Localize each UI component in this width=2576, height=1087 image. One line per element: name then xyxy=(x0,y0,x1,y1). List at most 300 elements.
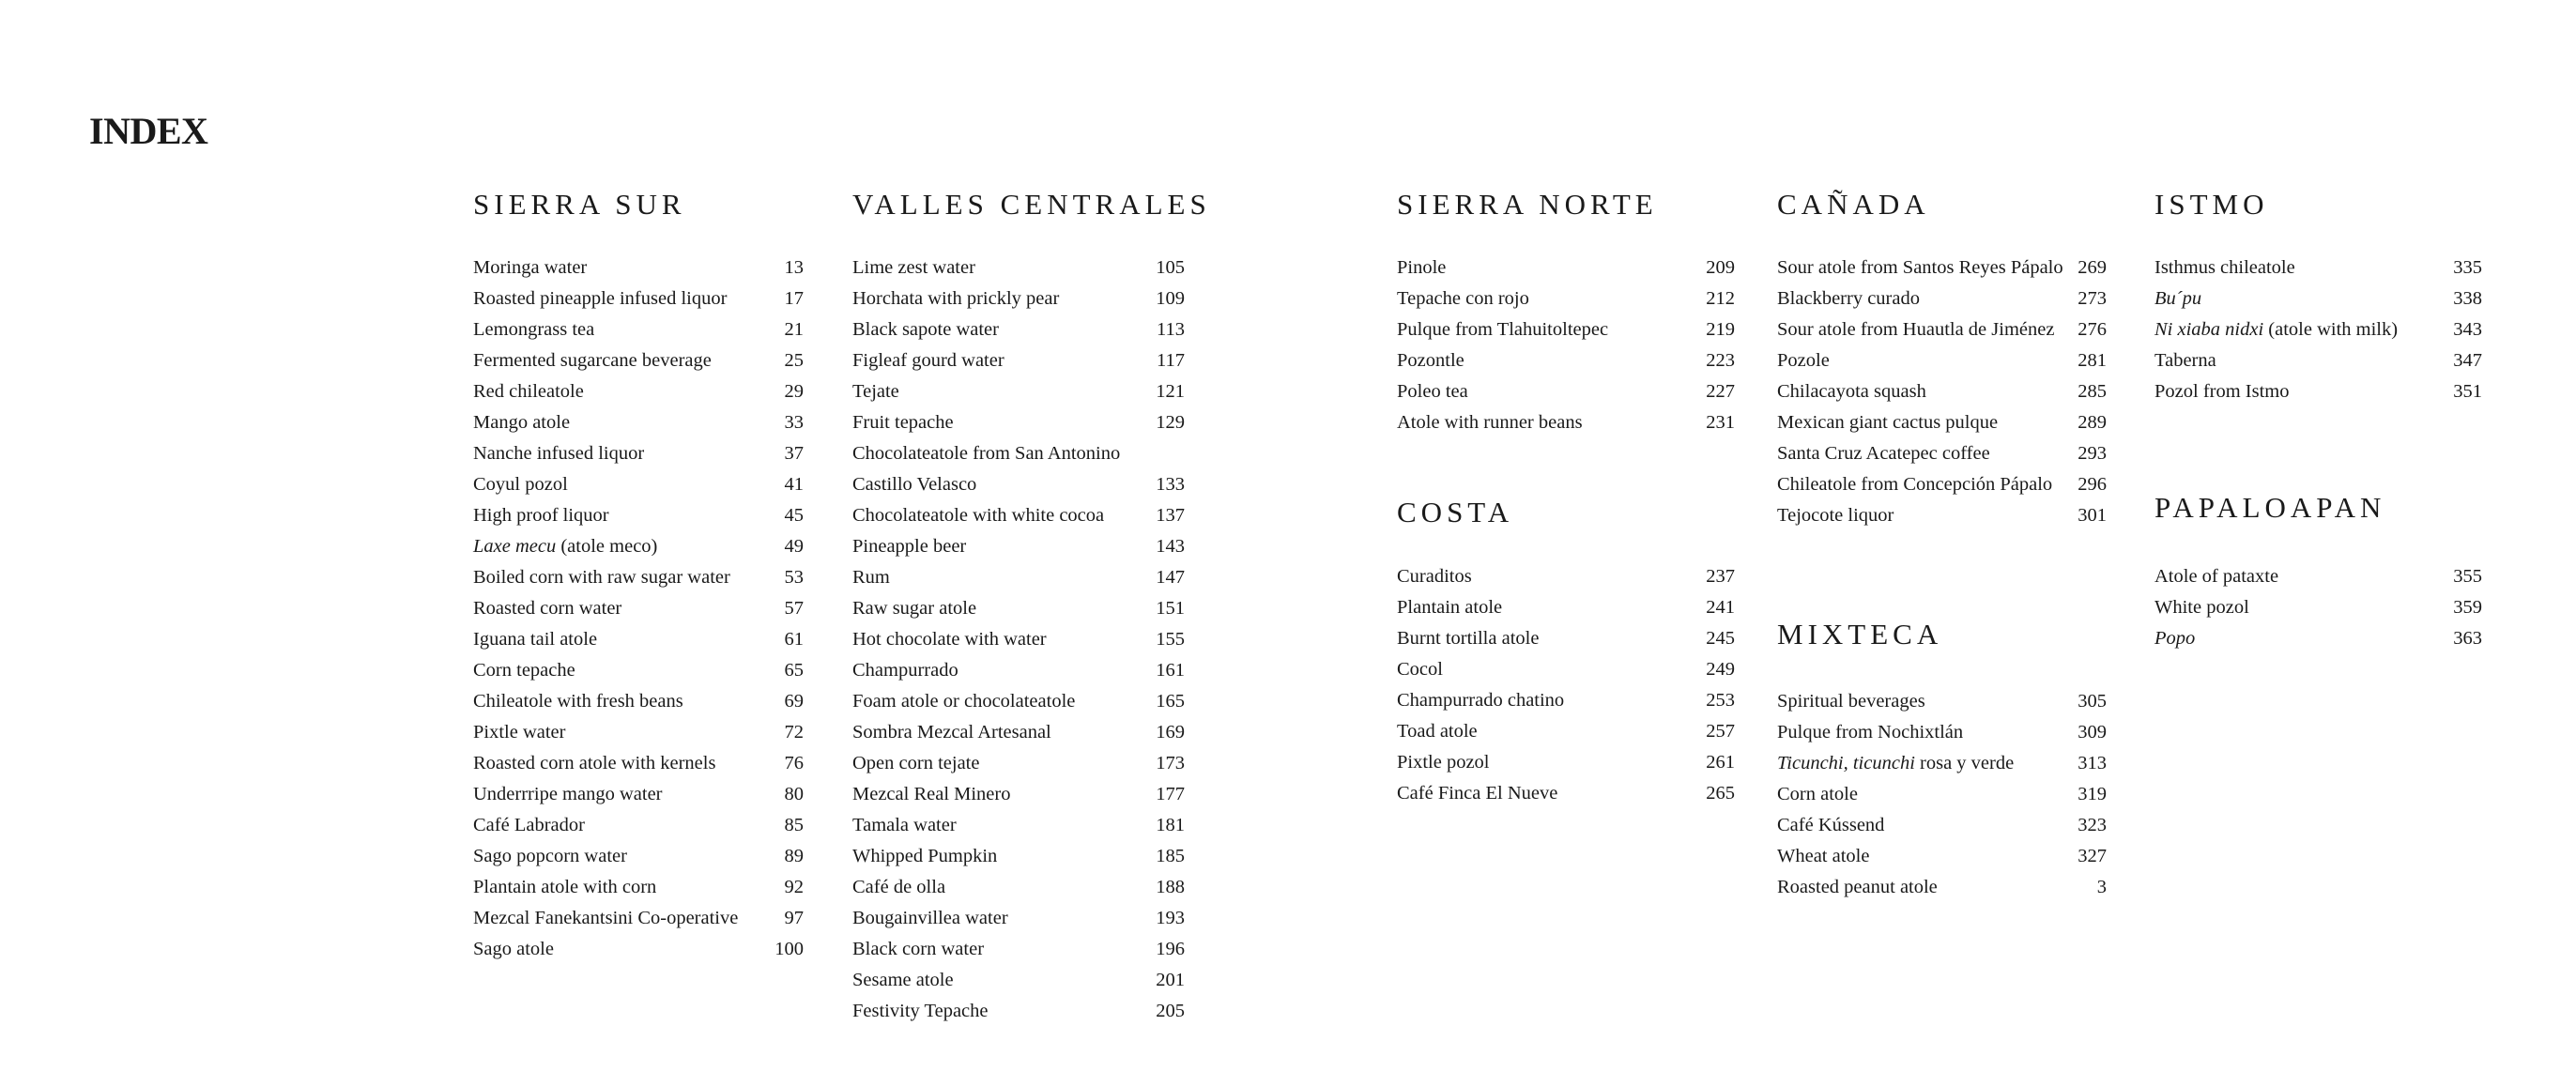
index-entry xyxy=(852,500,1185,531)
entry-page-number: 338 xyxy=(2453,288,2482,309)
entry-page-number: 57 xyxy=(784,598,804,619)
index-entry xyxy=(1777,500,2107,531)
entry-title xyxy=(852,934,984,965)
entry-title-text: Taberna xyxy=(2154,350,2216,371)
entry-title-text: Castillo Velasco xyxy=(852,474,977,495)
index-entry xyxy=(852,562,1185,593)
entry-title-italic: Bu´pu xyxy=(2154,288,2202,309)
index-entry xyxy=(473,779,804,810)
entry-title-text: Open corn tejate xyxy=(852,753,980,773)
entry-title-text: Hot chocolate with water xyxy=(852,629,1047,650)
index-entry xyxy=(473,655,804,686)
entry-title xyxy=(2154,283,2201,314)
entry-title xyxy=(1777,872,1938,903)
entry-list xyxy=(1777,686,2107,903)
entry-title xyxy=(852,624,1047,655)
entry-title-text: White pozol xyxy=(2154,597,2249,618)
entry-title-text: Chocolateatole with white cocoa xyxy=(852,505,1105,526)
entry-page-number: 133 xyxy=(1156,474,1185,495)
entry-title xyxy=(473,903,738,934)
entry-title-text: Sago atole xyxy=(473,939,554,959)
entry-page-number: 219 xyxy=(1706,319,1735,340)
entry-title-italic: Ni xiaba nidxi xyxy=(2154,319,2264,340)
entry-title-text: Santa Cruz Acatepec coffee xyxy=(1777,443,1990,464)
entry-title-text: Poleo tea xyxy=(1397,381,1468,402)
index-entry xyxy=(473,717,804,748)
index-entry xyxy=(473,345,804,376)
entry-page-number: 223 xyxy=(1706,350,1735,371)
entry-page-number: 177 xyxy=(1156,784,1185,804)
index-entry xyxy=(1777,345,2107,376)
index-entry xyxy=(852,345,1185,376)
entry-title xyxy=(852,314,999,345)
entry-page-number: 80 xyxy=(784,784,804,804)
entry-title xyxy=(2154,253,2295,283)
entry-title xyxy=(1777,841,1869,872)
index-entry xyxy=(473,376,804,407)
entry-page-number: 100 xyxy=(774,939,804,959)
entry-title xyxy=(1777,810,1884,841)
entry-title-text: Pixtle water xyxy=(473,722,566,743)
index-entry xyxy=(852,655,1185,686)
index-entry xyxy=(473,934,804,965)
entry-title xyxy=(1397,716,1478,747)
entry-title-text: Sour atole from Santos Reyes Pápalo xyxy=(1777,257,2063,278)
entry-title-text: Roasted corn water xyxy=(473,598,622,619)
entry-title-text: Coyul pozol xyxy=(473,474,568,495)
entry-title xyxy=(852,376,899,407)
entry-title xyxy=(2154,592,2249,623)
entry-title-text: Mezcal Real Minero xyxy=(852,784,1011,804)
entry-list xyxy=(1397,253,1735,438)
entry-title xyxy=(1777,779,1858,810)
entry-page-number: 319 xyxy=(2078,784,2107,804)
index-entry xyxy=(852,438,1185,469)
index-entry xyxy=(852,407,1185,438)
entry-page-number: 343 xyxy=(2453,319,2482,340)
index-entry xyxy=(1397,716,1735,747)
entry-title xyxy=(473,934,554,965)
entry-page-number: 323 xyxy=(2078,815,2107,835)
entry-title-text: Cocol xyxy=(1397,659,1443,680)
entry-title xyxy=(473,624,597,655)
entry-title xyxy=(473,314,594,345)
entry-page-number: 65 xyxy=(784,660,804,681)
entry-page-number: 281 xyxy=(2078,350,2107,371)
entry-title-text: Café Labrador xyxy=(473,815,585,835)
entry-title xyxy=(1777,253,2063,283)
entry-title-text: Black sapote water xyxy=(852,319,999,340)
entry-title-italic: Laxe mecu xyxy=(473,536,557,557)
entry-title xyxy=(1397,592,1502,623)
entry-title xyxy=(473,500,609,531)
index-entry xyxy=(2154,376,2482,407)
entry-title-text: Whipped Pumpkin xyxy=(852,846,998,866)
index-entry xyxy=(852,934,1185,965)
entry-list xyxy=(473,253,804,965)
entry-title xyxy=(473,531,657,562)
entry-page-number: 269 xyxy=(2078,257,2107,278)
entry-title-text: Champurrado chatino xyxy=(1397,690,1565,711)
index-entry xyxy=(1397,778,1735,809)
entry-title-text: Nanche infused liquor xyxy=(473,443,645,464)
entry-title xyxy=(852,810,957,841)
section-heading: PAPALOAPAN xyxy=(2154,491,2386,524)
index-entry xyxy=(1777,779,2107,810)
entry-page-number: 45 xyxy=(784,505,804,526)
entry-title-text: Fermented sugarcane beverage xyxy=(473,350,712,371)
entry-page-number: 33 xyxy=(784,412,804,433)
entry-page-number: 327 xyxy=(2078,846,2107,866)
entry-title-text: Black corn water xyxy=(852,939,985,959)
entry-page-number: 173 xyxy=(1156,753,1185,773)
index-entry xyxy=(1397,747,1735,778)
entry-list xyxy=(2154,561,2482,654)
entry-title xyxy=(2154,345,2216,376)
index-entry xyxy=(1777,407,2107,438)
entry-page-number: 25 xyxy=(784,350,804,371)
entry-title xyxy=(1777,314,2054,345)
entry-title xyxy=(2154,314,2398,345)
index-entry xyxy=(473,407,804,438)
index-entry xyxy=(1777,810,2107,841)
entry-title xyxy=(1397,747,1490,778)
index-entry xyxy=(852,810,1185,841)
entry-title xyxy=(473,872,656,903)
entry-title-text: Café de olla xyxy=(852,877,946,897)
entry-title xyxy=(473,253,587,283)
index-entry xyxy=(852,872,1185,903)
entry-title-text: Roasted corn atole with kernels xyxy=(473,753,716,773)
index-entry xyxy=(2154,592,2482,623)
section-heading: COSTA xyxy=(1397,496,1514,528)
entry-title xyxy=(473,593,621,624)
entry-page-number: 72 xyxy=(784,722,804,743)
index-entry xyxy=(1777,469,2107,500)
index-entry xyxy=(473,903,804,934)
index-entry xyxy=(1777,253,2107,283)
entry-title xyxy=(473,407,570,438)
index-entry xyxy=(852,996,1185,1027)
entry-page-number: 165 xyxy=(1156,691,1185,712)
entry-title-text: rosa y verde xyxy=(1914,753,2015,773)
entry-title-text: Blackberry curado xyxy=(1777,288,1920,309)
entry-page-number: 143 xyxy=(1156,536,1185,557)
index-entry xyxy=(473,253,804,283)
index-entry xyxy=(1777,376,2107,407)
index-entry xyxy=(1397,685,1735,716)
index-entry xyxy=(473,562,804,593)
entry-title xyxy=(852,469,976,500)
index-entry xyxy=(852,717,1185,748)
entry-page-number: 185 xyxy=(1156,846,1185,866)
entry-title xyxy=(852,593,976,624)
entry-page-number: 49 xyxy=(784,536,804,557)
index-entry xyxy=(1777,283,2107,314)
index-entry xyxy=(2154,253,2482,283)
index-entry xyxy=(852,593,1185,624)
entry-title-text: Atole with runner beans xyxy=(1397,412,1583,433)
entry-page-number: 97 xyxy=(784,908,804,928)
entry-title-text: Chilacayota squash xyxy=(1777,381,1926,402)
entry-page-number: 169 xyxy=(1156,722,1185,743)
entry-page-number: 147 xyxy=(1156,567,1185,588)
section-heading: MIXTECA xyxy=(1777,618,1943,651)
index-entry xyxy=(1777,748,2107,779)
entry-page-number: 212 xyxy=(1706,288,1735,309)
entry-title xyxy=(852,253,975,283)
entry-title xyxy=(852,841,997,872)
entry-title xyxy=(473,438,644,469)
entry-page-number: 17 xyxy=(784,288,804,309)
entry-page-number: 89 xyxy=(784,846,804,866)
entry-page-number: 61 xyxy=(784,629,804,650)
entry-title-text: Mexican giant cactus pulque xyxy=(1777,412,1999,433)
entry-title-text: Isthmus chileatole xyxy=(2154,257,2295,278)
entry-title xyxy=(1777,686,1925,717)
entry-title xyxy=(1777,407,1998,438)
entry-title-text: Corn tepache xyxy=(473,660,575,681)
entry-title xyxy=(1397,314,1608,345)
entry-title xyxy=(1397,253,1446,283)
index-entry xyxy=(852,376,1185,407)
entry-page-number: 231 xyxy=(1706,412,1735,433)
entry-title xyxy=(1397,778,1557,809)
entry-page-number: 53 xyxy=(784,567,804,588)
entry-title-text: Pinole xyxy=(1397,257,1447,278)
page-title: INDEX xyxy=(89,110,208,152)
entry-title xyxy=(852,686,1075,717)
index-entry xyxy=(473,283,804,314)
entry-title xyxy=(1397,376,1468,407)
index-entry xyxy=(1397,592,1735,623)
entry-title-text: Wheat atole xyxy=(1777,846,1870,866)
entry-title xyxy=(852,996,989,1027)
entry-title xyxy=(1777,500,1894,531)
entry-page-number: 155 xyxy=(1156,629,1185,650)
entry-title xyxy=(852,717,1051,748)
entry-page-number: 313 xyxy=(2078,753,2107,773)
entry-page-number: 249 xyxy=(1706,659,1735,680)
index-entry xyxy=(473,748,804,779)
entry-page-number: 355 xyxy=(2453,566,2482,587)
entry-title xyxy=(1397,654,1443,685)
entry-page-number: 137 xyxy=(1156,505,1185,526)
entry-title xyxy=(473,841,627,872)
entry-title xyxy=(852,965,954,996)
entry-title-text: Pulque from Nochixtlán xyxy=(1777,722,1964,743)
entry-page-number: 151 xyxy=(1156,598,1185,619)
entry-page-number: 257 xyxy=(1706,721,1735,742)
entry-title-text: Pozole xyxy=(1777,350,1830,371)
section-heading: SIERRA NORTE xyxy=(1397,188,1658,221)
section-heading: VALLES CENTRALES xyxy=(852,188,1211,221)
index-entry xyxy=(1777,717,2107,748)
entry-page-number: 29 xyxy=(784,381,804,402)
entry-page-number: 359 xyxy=(2453,597,2482,618)
entry-page-number: 21 xyxy=(784,319,804,340)
entry-title xyxy=(2154,561,2278,592)
index-entry xyxy=(2154,345,2482,376)
entry-page-number: 293 xyxy=(2078,443,2107,464)
entry-page-number: 113 xyxy=(1157,319,1185,340)
entry-title-text: Sago popcorn water xyxy=(473,846,627,866)
entry-list xyxy=(1397,561,1735,809)
entry-title-text: Chocolateatole from San Antonino xyxy=(852,443,1121,464)
entry-title-text: Tamala water xyxy=(852,815,957,835)
entry-title xyxy=(852,903,1008,934)
entry-title-text: Café Kússend xyxy=(1777,815,1885,835)
index-entry xyxy=(1397,561,1735,592)
entry-title xyxy=(852,779,1010,810)
index-entry xyxy=(1777,872,2107,903)
entry-page-number: 41 xyxy=(784,474,804,495)
entry-title-text: Spiritual beverages xyxy=(1777,691,1925,712)
entry-page-number: 351 xyxy=(2453,381,2482,402)
entry-page-number: 193 xyxy=(1156,908,1185,928)
entry-page-number: 196 xyxy=(1156,939,1185,959)
index-entry xyxy=(473,500,804,531)
entry-title xyxy=(473,810,585,841)
entry-title-text: Festivity Tepache xyxy=(852,1001,989,1021)
entry-page-number: 237 xyxy=(1706,566,1735,587)
entry-title xyxy=(1397,561,1472,592)
entry-title xyxy=(1777,717,1963,748)
entry-page-number: 129 xyxy=(1156,412,1185,433)
entry-title-text: Pozol from Istmo xyxy=(2154,381,2290,402)
index-entry xyxy=(473,686,804,717)
entry-title xyxy=(1777,438,1990,469)
entry-title-text: Chileatole from Concepción Pápalo xyxy=(1777,474,2053,495)
index-entry xyxy=(2154,283,2482,314)
entry-page-number: 161 xyxy=(1156,660,1185,681)
entry-title-text: Plantain atole with corn xyxy=(473,877,657,897)
entry-title-text: (atole with milk) xyxy=(2263,319,2399,340)
index-entry xyxy=(1397,407,1735,438)
index-entry xyxy=(1397,654,1735,685)
index-entry xyxy=(473,531,804,562)
index-entry xyxy=(473,593,804,624)
entry-page-number: 347 xyxy=(2453,350,2482,371)
entry-title xyxy=(852,872,945,903)
entry-title xyxy=(1397,623,1539,654)
entry-title-text: Toad atole xyxy=(1397,721,1478,742)
entry-title-text: Sesame atole xyxy=(852,970,954,990)
entry-title-text: Bougainvillea water xyxy=(852,908,1008,928)
index-entry xyxy=(2154,314,2482,345)
entry-page-number: 109 xyxy=(1156,288,1185,309)
index-entry xyxy=(1777,438,2107,469)
entry-title xyxy=(473,562,730,593)
entry-title-text: Champurrado xyxy=(852,660,958,681)
entry-title xyxy=(473,748,715,779)
entry-title-text: Lemongrass tea xyxy=(473,319,595,340)
entry-page-number: 181 xyxy=(1156,815,1185,835)
entry-title-text: Red chileatole xyxy=(473,381,584,402)
index-entry xyxy=(473,469,804,500)
index-entry xyxy=(852,686,1185,717)
entry-page-number: 37 xyxy=(784,443,804,464)
entry-title xyxy=(852,655,958,686)
entry-title-text: Roasted peanut atole xyxy=(1777,877,1938,897)
entry-title-italic: Popo xyxy=(2154,628,2196,649)
entry-page-number: 276 xyxy=(2078,319,2107,340)
entry-title xyxy=(852,531,966,562)
entry-page-number: 301 xyxy=(2078,505,2107,526)
entry-title xyxy=(473,686,683,717)
entry-title xyxy=(852,748,979,779)
entry-title-text: Burnt tortilla atole xyxy=(1397,628,1540,649)
section-heading: ISTMO xyxy=(2154,188,2269,221)
entry-title-text: Sombra Mezcal Artesanal xyxy=(852,722,1051,743)
entry-title xyxy=(473,376,584,407)
entry-list xyxy=(2154,253,2482,407)
entry-page-number: 261 xyxy=(1706,752,1735,773)
entry-title-text: Tepache con rojo xyxy=(1397,288,1529,309)
index-entry xyxy=(473,810,804,841)
entry-title xyxy=(852,562,890,593)
entry-page-number: 245 xyxy=(1706,628,1735,649)
index-entry xyxy=(852,748,1185,779)
entry-page-number: 85 xyxy=(784,815,804,835)
index-entry xyxy=(1397,623,1735,654)
entry-page-number: 296 xyxy=(2078,474,2107,495)
entry-page-number: 273 xyxy=(2078,288,2107,309)
entry-title-text: Pixtle pozol xyxy=(1397,752,1490,773)
entry-title-text: Mezcal Fanekantsini Co-operative xyxy=(473,908,739,928)
entry-page-number: 285 xyxy=(2078,381,2107,402)
entry-title-text: Horchata with prickly pear xyxy=(852,288,1060,309)
entry-title-text: Tejate xyxy=(852,381,899,402)
entry-title-text: Sour atole from Huautla de Jiménez xyxy=(1777,319,2055,340)
index-entry xyxy=(1397,345,1735,376)
index-entry xyxy=(473,872,804,903)
entry-page-number: 253 xyxy=(1706,690,1735,711)
entry-title-text: Tejocote liquor xyxy=(1777,505,1894,526)
entry-page-number: 309 xyxy=(2078,722,2107,743)
entry-title xyxy=(473,655,575,686)
index-entry xyxy=(852,779,1185,810)
entry-title xyxy=(852,407,954,438)
index-entry xyxy=(473,624,804,655)
entry-title xyxy=(1777,469,2052,500)
entry-page-number: 13 xyxy=(784,257,804,278)
entry-title xyxy=(852,283,1059,314)
entry-page-number: 241 xyxy=(1706,597,1735,618)
entry-page-number: 69 xyxy=(784,691,804,712)
index-entry xyxy=(1397,253,1735,283)
index-entry xyxy=(852,624,1185,655)
entry-title-text: Boiled corn with raw sugar water xyxy=(473,567,730,588)
index-entry xyxy=(852,314,1185,345)
section-heading: CAÑADA xyxy=(1777,188,1930,221)
entry-title-text: Corn atole xyxy=(1777,784,1858,804)
entry-page-number: 92 xyxy=(784,877,804,897)
entry-title-text: Mango atole xyxy=(473,412,571,433)
entry-title xyxy=(1777,748,2014,779)
entry-title-text: Curaditos xyxy=(1397,566,1472,587)
index-entry xyxy=(852,253,1185,283)
index-entry xyxy=(473,438,804,469)
entry-title-text: Roasted pineapple infused liquor xyxy=(473,288,728,309)
entry-title xyxy=(852,438,1120,469)
entry-title xyxy=(1777,376,1926,407)
entry-page-number: 305 xyxy=(2078,691,2107,712)
index-entry xyxy=(852,903,1185,934)
entry-title-text: Foam atole or chocolateatole xyxy=(852,691,1076,712)
entry-title xyxy=(852,345,1004,376)
entry-page-number: 117 xyxy=(1157,350,1185,371)
